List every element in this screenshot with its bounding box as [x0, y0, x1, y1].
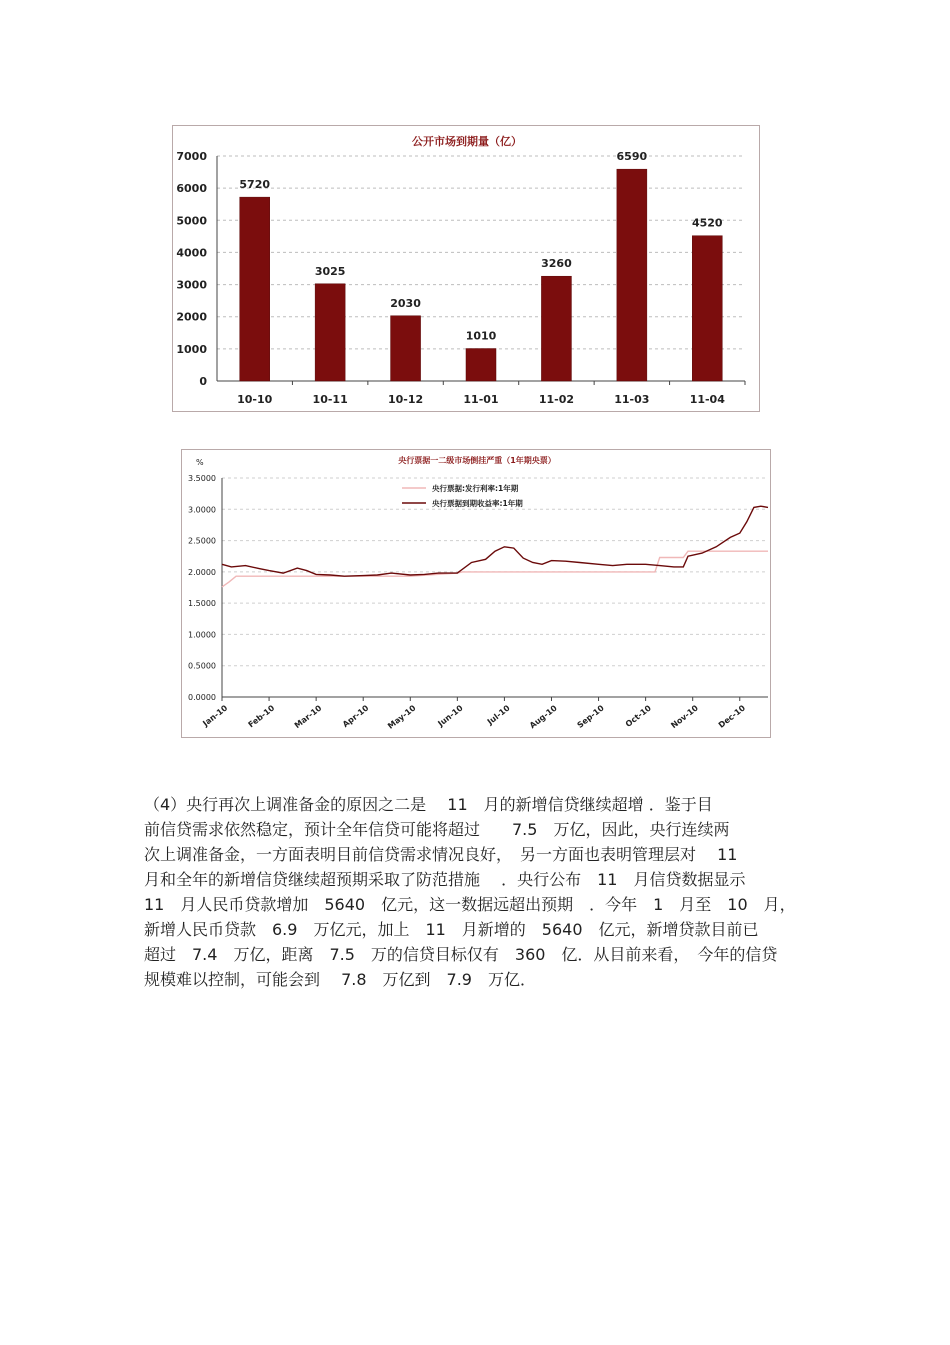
chart-title: 央行票据一二级市场倒挂严重（1年期央票）	[398, 456, 556, 465]
x-tick-label: Oct-10	[623, 703, 653, 729]
legend-label: 央行票据:发行利率:1年期	[432, 484, 519, 493]
bar	[617, 169, 647, 381]
y-tick-label: 6000	[176, 182, 207, 196]
y-tick-label: 4000	[176, 246, 207, 260]
bar	[692, 236, 722, 381]
x-tick-label: Sep-10	[575, 703, 606, 730]
x-tick-label: Jan-10	[201, 703, 230, 729]
bar	[315, 284, 345, 381]
bar-chart-open-market-maturity	[172, 125, 760, 412]
y-tick-label: 5000	[176, 214, 207, 228]
x-tick-label: Aug-10	[527, 703, 559, 731]
y-axis-label: %	[196, 458, 204, 467]
series-issue-rate-line	[222, 551, 768, 587]
x-tick-label: Feb-10	[246, 703, 277, 730]
chart-title: 公开市场到期量（亿）	[412, 135, 522, 148]
y-tick-label: 1000	[176, 342, 207, 356]
x-tick-label: 11-03	[614, 393, 650, 406]
bar-chart-svg	[173, 126, 761, 413]
data-label: 1010	[465, 329, 497, 343]
bar	[466, 349, 496, 381]
x-tick-label: Jun-10	[436, 703, 465, 729]
bar	[240, 197, 270, 381]
bar	[391, 316, 421, 381]
y-tick-label: 0.5000	[188, 661, 216, 671]
y-tick-label: 2.5000	[188, 536, 216, 546]
bar	[541, 276, 571, 381]
x-tick-label: May-10	[386, 703, 418, 731]
x-tick-label: 10-10	[237, 393, 273, 406]
y-tick-label: 3.0000	[188, 505, 216, 515]
x-tick-label: Apr-10	[340, 703, 371, 730]
x-tick-label: Dec-10	[716, 703, 747, 730]
x-tick-label: 11-01	[463, 393, 499, 406]
x-tick-label: Jul-10	[485, 703, 512, 727]
legend-label: 央行票据到期收益率:1年期	[432, 499, 523, 508]
x-tick-label: Nov-10	[669, 703, 700, 731]
y-tick-label: 3.5000	[188, 474, 216, 483]
y-tick-label: 1.5000	[188, 599, 216, 609]
body-paragraph: （4）央行再次上调准备金的原因之二是 11 月的新增信贷继续超增 ．鉴于目 前信贷需求依然稳定，预计全年信贷可能将超过 7.5 万亿，因此，央行连续两 次上调准备金，一方面表明目前信贷需求情况良好， 另一方面也表明管理层对 11 月和全年的新增信贷继续超预期采取了防范措施 ．央行公布 11 月信贷数据显示 11 月人民币贷款增加 5640 亿元，这一数据远超出预期 ．今年 1 月至 10 月， 新增人民币贷款 6.9 万亿元，加上 11 月新增的 5640 亿元，新增贷款目前已 超过 7.4 万亿，距离 7.5 万的信贷目标仅有 360 亿．从目前来看， 今年的信贷 规模难以控制，可能会到 7.8 万亿到 7.9 万亿．	[144, 795, 796, 989]
data-label: 2030	[390, 296, 421, 310]
x-tick-label: 11-04	[689, 393, 725, 406]
y-tick-label: 0	[199, 375, 207, 388]
y-tick-label: 2000	[176, 310, 207, 324]
y-tick-label: 1.0000	[188, 630, 216, 640]
x-tick-label: 11-02	[538, 393, 575, 406]
x-tick-label: Mar-10	[292, 703, 324, 731]
y-tick-label: 0.0000	[188, 693, 216, 702]
y-tick-label: 2.0000	[188, 567, 216, 577]
data-label: 3260	[541, 257, 572, 271]
line-chart-svg	[182, 450, 772, 739]
data-label: 4520	[691, 216, 723, 230]
data-label: 5720	[239, 178, 271, 192]
series-yield-line	[222, 506, 768, 576]
data-label: 6590	[616, 150, 648, 164]
line-chart-central-bank-bills	[181, 449, 771, 738]
y-tick-label: 3000	[176, 278, 207, 292]
data-label: 3025	[314, 264, 346, 278]
x-tick-label: 10-11	[312, 393, 348, 406]
x-tick-label: 10-12	[387, 393, 424, 406]
y-tick-label: 7000	[176, 150, 207, 163]
